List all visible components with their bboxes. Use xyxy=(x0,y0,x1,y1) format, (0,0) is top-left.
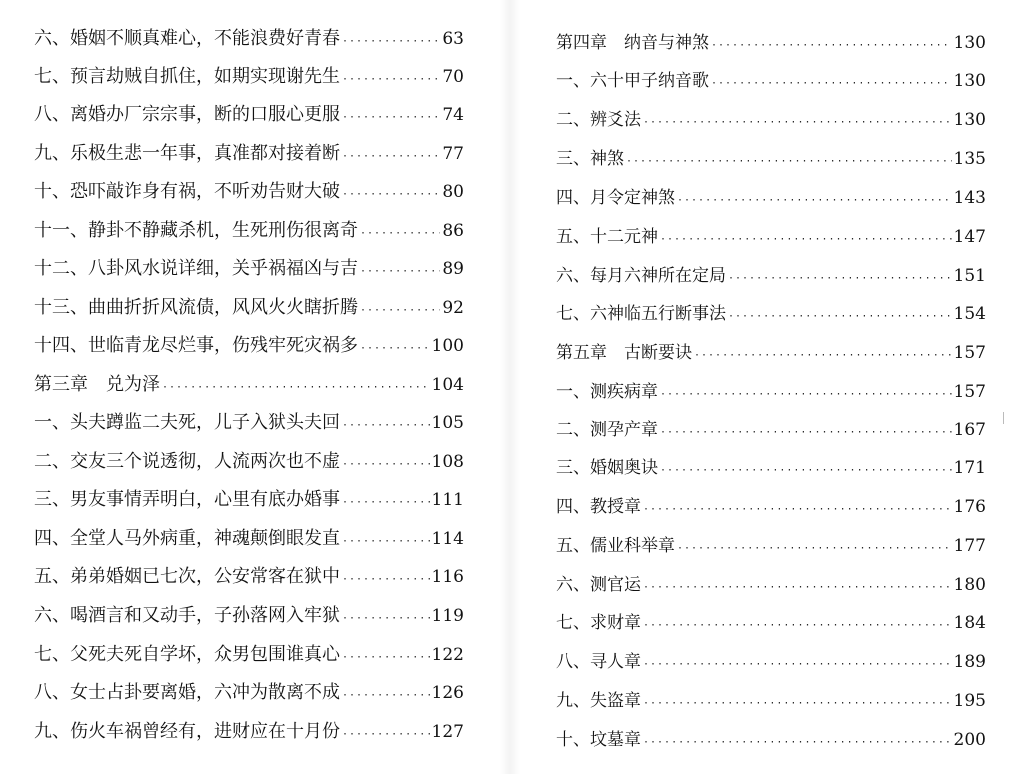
toc-entry xyxy=(556,531,986,561)
toc-entry xyxy=(34,601,464,631)
toc-entry xyxy=(556,183,986,213)
toc-entry xyxy=(556,144,986,174)
dot-leader xyxy=(342,180,440,207)
toc-entry-page: 86 xyxy=(442,221,464,241)
toc-entry-page: 167 xyxy=(953,420,986,440)
toc-entry-page: 122 xyxy=(431,645,464,665)
dot-leader xyxy=(342,604,430,631)
toc-entry xyxy=(556,570,986,600)
dot-leader xyxy=(342,488,430,515)
toc-entry xyxy=(34,100,464,130)
dot-leader xyxy=(643,611,952,638)
toc-entry xyxy=(556,222,986,252)
dot-leader xyxy=(660,380,952,407)
toc-entry xyxy=(556,261,986,291)
toc-entry-page: 135 xyxy=(953,149,986,169)
dot-leader xyxy=(342,65,440,92)
toc-entry-page: 92 xyxy=(442,298,464,318)
dot-leader xyxy=(643,573,952,600)
toc-entry-title: 九、失盗章 xyxy=(556,691,641,711)
toc-entry-page: 195 xyxy=(953,691,986,711)
toc-entry-title: 一、头夫蹲监二夫死，儿子入狱头夫回 xyxy=(34,412,340,433)
toc-entry-page: 151 xyxy=(953,266,986,286)
toc-entry-page: 63 xyxy=(442,29,464,49)
toc-entry-title: 八、寻人章 xyxy=(556,652,641,672)
dot-leader xyxy=(643,108,952,135)
toc-entry-title: 六、每月六神所在定局 xyxy=(556,266,726,286)
scan-artifact xyxy=(1003,412,1007,424)
toc-entry xyxy=(34,485,464,515)
toc-entry-title: 十、恐吓敲诈身有祸，不听劝告财大破 xyxy=(34,181,340,202)
toc-entry-page: 177 xyxy=(953,536,986,556)
toc-entry-page: 105 xyxy=(431,413,464,433)
toc-entry-page: 104 xyxy=(431,375,464,395)
toc-entry xyxy=(556,299,986,329)
toc-entry-title: 三、婚姻奥诀 xyxy=(556,458,658,478)
dot-leader xyxy=(694,341,952,368)
toc-entry xyxy=(556,453,986,483)
toc-entry-title: 三、神煞 xyxy=(556,149,624,169)
dot-leader xyxy=(342,720,430,747)
dot-leader xyxy=(677,534,952,561)
dot-leader xyxy=(660,456,952,483)
toc-entry-page: 176 xyxy=(953,497,986,517)
left-page xyxy=(0,0,500,774)
toc-entry xyxy=(34,640,464,670)
chapter-heading xyxy=(556,338,986,368)
toc-entry xyxy=(556,377,986,407)
toc-entry xyxy=(556,725,986,755)
toc-entry-title: 六、婚姻不顺真难心，不能浪费好青春 xyxy=(34,28,340,49)
toc-entry xyxy=(34,678,464,708)
toc-entry-page: 116 xyxy=(431,567,464,587)
chapter-title: 第三章 兑为泽 xyxy=(34,374,160,395)
toc-entry xyxy=(556,686,986,716)
toc-entry-page: 200 xyxy=(953,730,986,750)
toc-entry-title: 七、父死夫死自学坏，众男包围谁真心 xyxy=(34,644,340,665)
toc-entry-title: 三、男友事情弄明白，心里有底办婚事 xyxy=(34,489,340,510)
toc-entry xyxy=(556,647,986,677)
toc-entry-title: 九、乐极生悲一年事，真准都对接着断 xyxy=(34,143,340,164)
toc-entry-page: 100 xyxy=(431,336,464,356)
toc-entry xyxy=(34,562,464,592)
toc-entry-title: 六、喝酒言和又动手，子孙落网入牢狱 xyxy=(34,605,340,626)
chapter-title: 第五章 古断要诀 xyxy=(556,343,692,363)
dot-leader xyxy=(728,264,952,291)
toc-entry-page: 180 xyxy=(953,575,986,595)
toc-entry-page: 114 xyxy=(431,529,464,549)
toc-entry-title: 十、坟墓章 xyxy=(556,730,641,750)
dot-leader xyxy=(342,450,430,477)
dot-leader xyxy=(342,565,430,592)
dot-leader xyxy=(342,527,430,554)
dot-leader xyxy=(360,219,440,246)
toc-entry-title: 八、女士占卦要离婚，六冲为散离不成 xyxy=(34,682,340,703)
toc-entry-page: 157 xyxy=(953,382,986,402)
toc-entry xyxy=(34,139,464,169)
toc-entry-title: 七、六神临五行断事法 xyxy=(556,304,726,324)
dot-leader xyxy=(660,225,952,252)
toc-entry-page: 70 xyxy=(442,67,464,87)
toc-entry-title: 七、预言劫贼自抓住，如期实现谢先生 xyxy=(34,66,340,87)
chapter-heading xyxy=(556,28,986,58)
toc-entry xyxy=(34,24,464,54)
toc-entry-page: 147 xyxy=(953,227,986,247)
dot-leader xyxy=(342,27,440,54)
toc-entry-title: 八、离婚办厂宗宗事，断的口服心更服 xyxy=(34,104,340,125)
toc-entry xyxy=(34,717,464,747)
toc-entry-page: 77 xyxy=(442,144,464,164)
toc-entry-page: 108 xyxy=(431,452,464,472)
dot-leader xyxy=(677,186,952,213)
dot-leader xyxy=(643,650,952,677)
dot-leader xyxy=(626,147,952,174)
toc-entry xyxy=(556,66,986,96)
dot-leader xyxy=(643,728,952,755)
dot-leader xyxy=(342,411,430,438)
toc-entry-page: 130 xyxy=(953,33,986,53)
toc-entry-title: 四、月令定神煞 xyxy=(556,188,675,208)
dot-leader xyxy=(360,334,430,361)
toc-entry-title: 二、交友三个说透彻，人流两次也不虚 xyxy=(34,451,340,472)
book-gutter xyxy=(500,0,520,774)
toc-entry-title: 二、辨爻法 xyxy=(556,110,641,130)
toc-entry xyxy=(556,105,986,135)
toc-entry-page: 171 xyxy=(953,458,986,478)
toc-entry-title: 十一、静卦不静藏杀机，生死刑伤很离奇 xyxy=(34,220,358,241)
toc-entry-title: 九、伤火车祸曾经有，进财应在十月份 xyxy=(34,721,340,742)
toc-entry xyxy=(556,415,986,445)
toc-entry xyxy=(34,62,464,92)
toc-entry xyxy=(34,177,464,207)
dot-leader xyxy=(342,103,440,130)
toc-entry-page: 154 xyxy=(953,304,986,324)
toc-entry-page: 143 xyxy=(953,188,986,208)
toc-entry-page: 74 xyxy=(442,105,464,125)
dot-leader xyxy=(360,296,440,323)
toc-entry-title: 五、弟弟婚姻已七次，公安常客在狱中 xyxy=(34,566,340,587)
toc-entry-title: 五、十二元神 xyxy=(556,227,658,247)
dot-leader xyxy=(360,257,440,284)
toc-entry-page: 126 xyxy=(431,683,464,703)
toc-entry xyxy=(34,524,464,554)
right-page xyxy=(520,0,1013,774)
toc-entry-page: 89 xyxy=(442,259,464,279)
toc-entry-title: 二、测孕产章 xyxy=(556,420,658,440)
dot-leader xyxy=(162,373,430,400)
dot-leader xyxy=(342,643,430,670)
toc-entry xyxy=(34,331,464,361)
dot-leader xyxy=(643,689,952,716)
toc-entry-page: 189 xyxy=(953,652,986,672)
toc-entry xyxy=(34,216,464,246)
toc-entry-title: 一、六十甲子纳音歌 xyxy=(556,71,709,91)
toc-entry xyxy=(34,254,464,284)
toc-entry-page: 111 xyxy=(431,490,464,510)
toc-entry-title: 十二、八卦风水说详细，关乎祸福凶与吉 xyxy=(34,258,358,279)
toc-entry-title: 六、测官运 xyxy=(556,575,641,595)
toc-entry-title: 十四、世临青龙尽烂事，伤残牢死灾祸多 xyxy=(34,335,358,356)
toc-entry xyxy=(34,293,464,323)
toc-entry-title: 十三、曲曲折折风流债，风风火火瞎折腾 xyxy=(34,297,358,318)
dot-leader xyxy=(711,31,952,58)
toc-entry-page: 119 xyxy=(431,606,464,626)
dot-leader xyxy=(342,681,430,708)
toc-entry-page: 184 xyxy=(953,613,986,633)
chapter-title: 第四章 纳音与神煞 xyxy=(556,33,709,53)
toc-entry xyxy=(556,608,986,638)
dot-leader xyxy=(643,495,952,522)
toc-entry-page: 130 xyxy=(953,71,986,91)
toc-entry-page: 130 xyxy=(953,110,986,130)
toc-entry-title: 四、教授章 xyxy=(556,497,641,517)
toc-entry-page: 157 xyxy=(953,343,986,363)
dot-leader xyxy=(342,142,440,169)
toc-entry xyxy=(34,408,464,438)
toc-entry-page: 80 xyxy=(442,182,464,202)
dot-leader xyxy=(711,69,952,96)
toc-entry-title: 一、测疾病章 xyxy=(556,382,658,402)
chapter-heading xyxy=(34,370,464,400)
toc-entry-title: 五、儒业科举章 xyxy=(556,536,675,556)
dot-leader xyxy=(728,302,952,329)
toc-entry xyxy=(34,447,464,477)
toc-entry xyxy=(556,492,986,522)
dot-leader xyxy=(660,418,952,445)
toc-entry-title: 四、全堂人马外病重，神魂颠倒眼发直 xyxy=(34,528,340,549)
toc-entry-page: 127 xyxy=(431,722,464,742)
toc-entry-title: 七、求财章 xyxy=(556,613,641,633)
